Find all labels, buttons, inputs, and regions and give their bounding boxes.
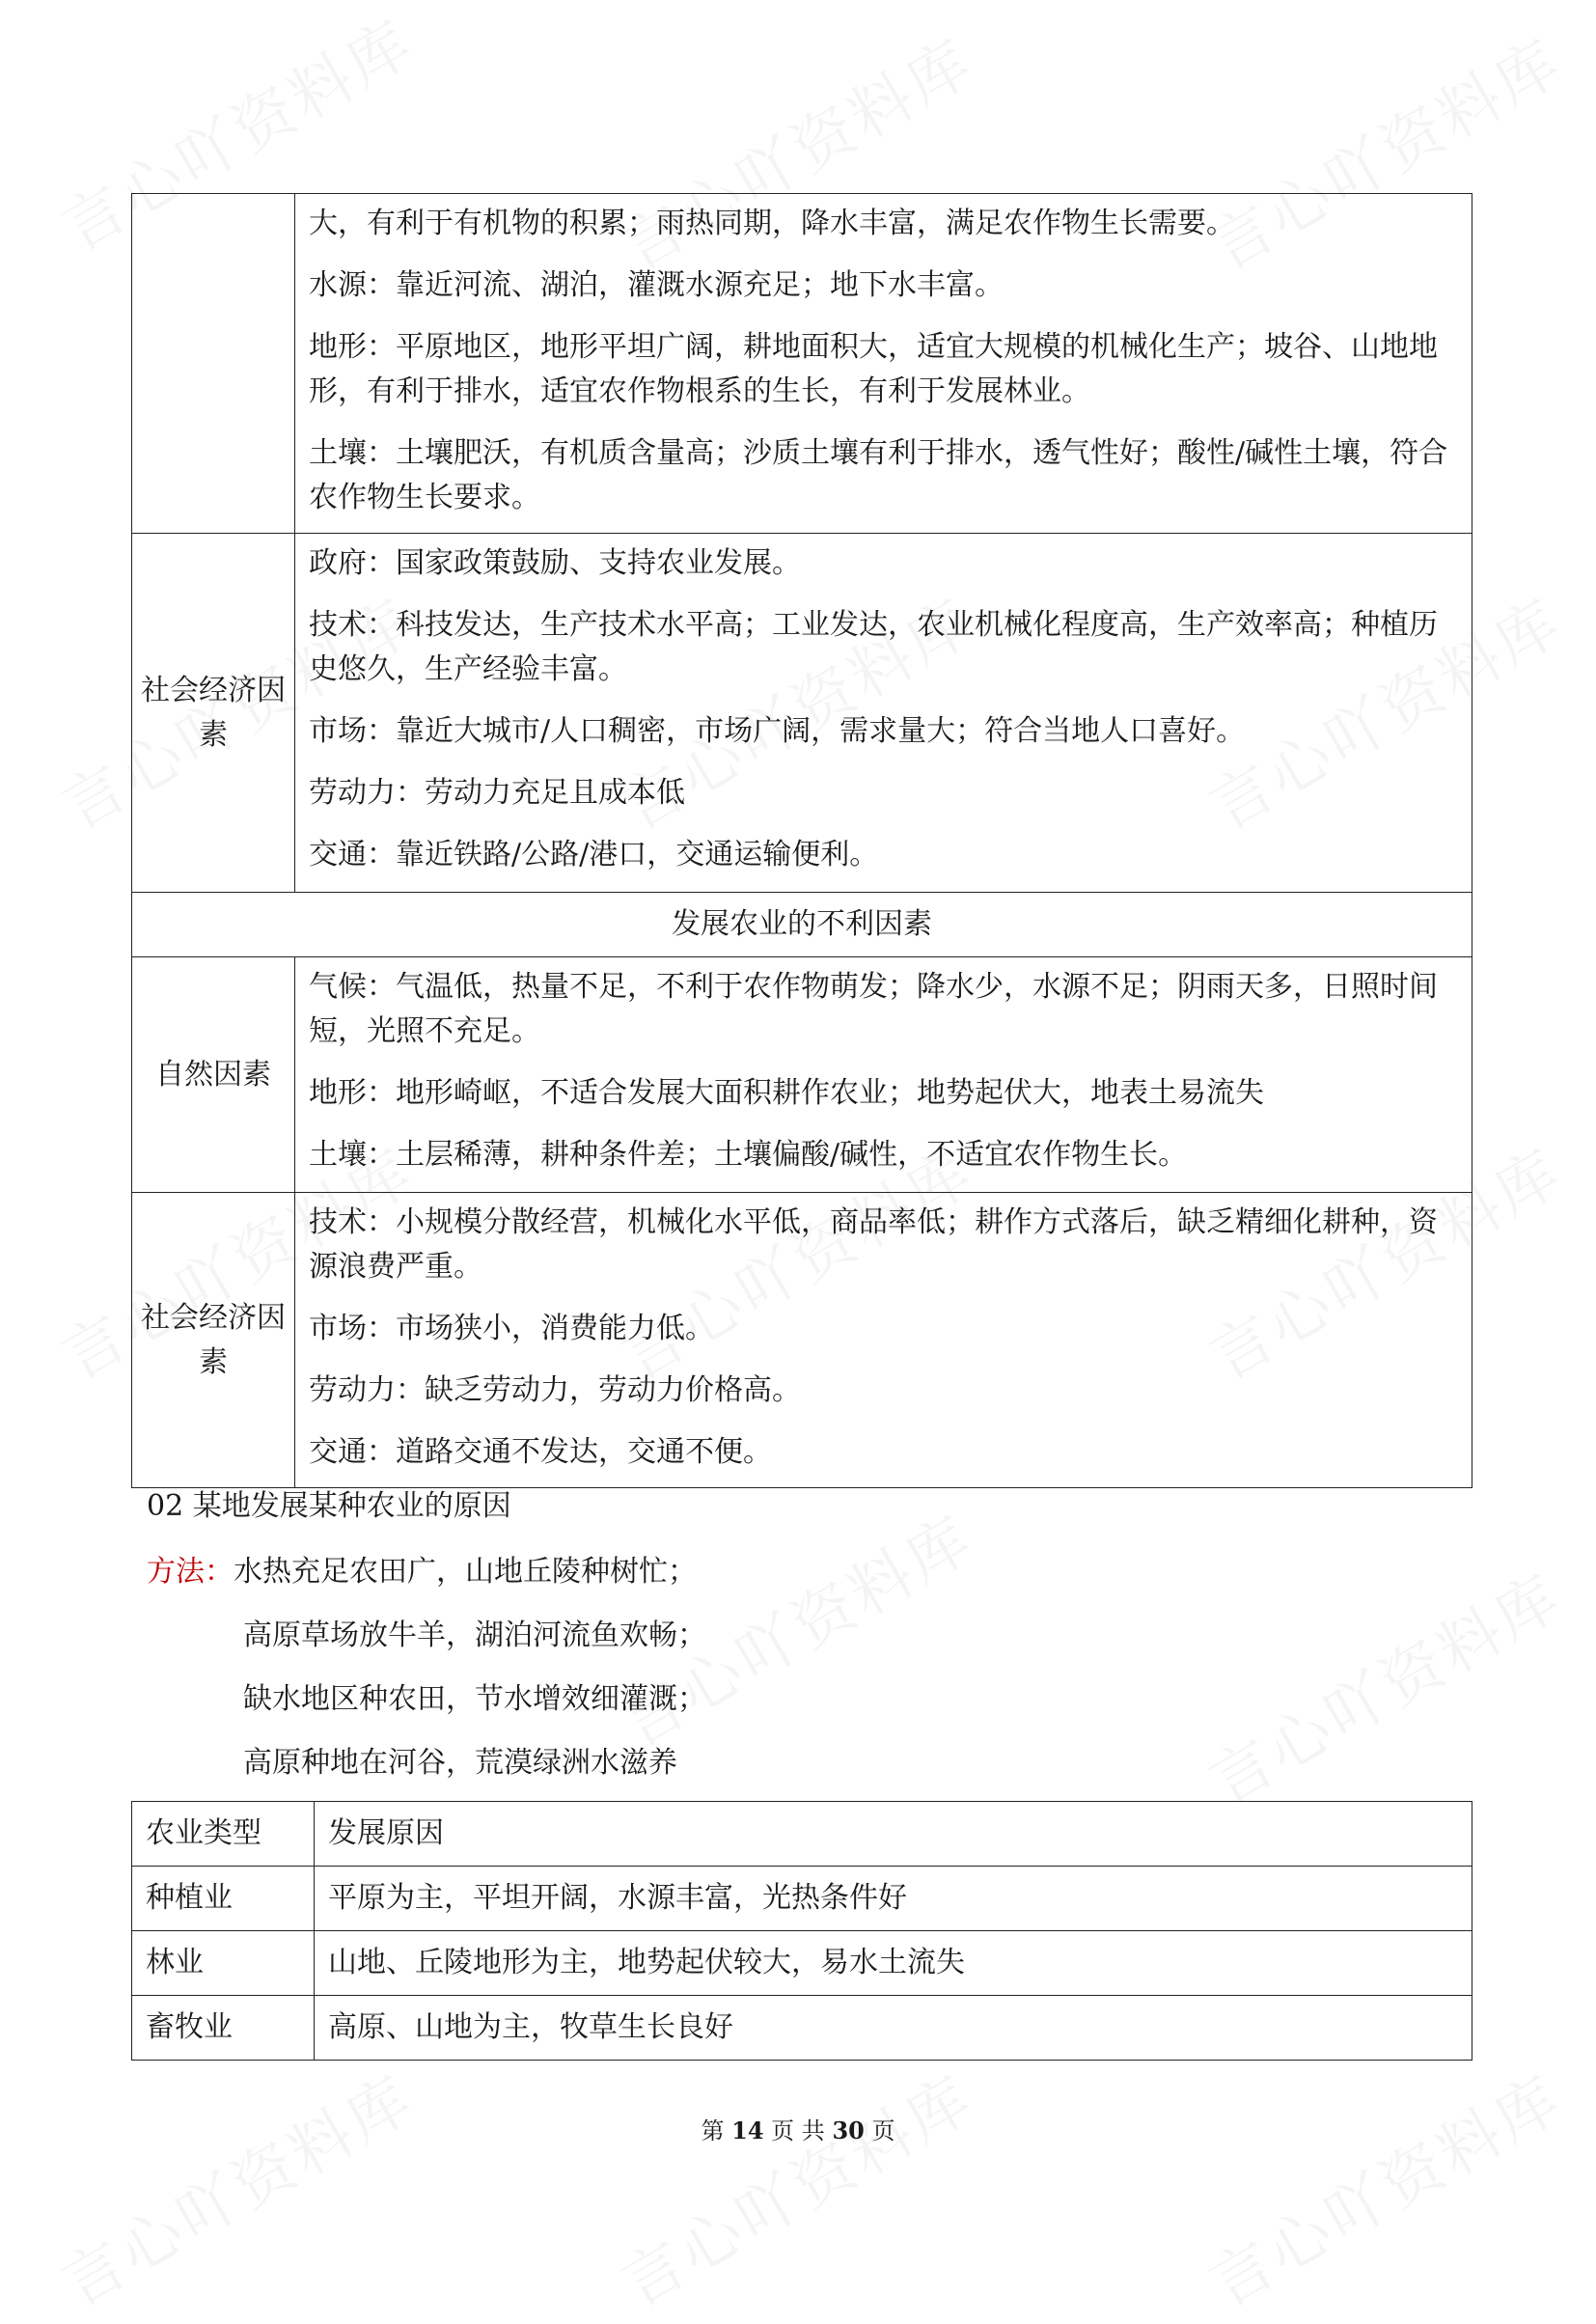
table-cell: 种植业 (132, 1867, 315, 1931)
method-line: 高原种地在河谷，荒漠绿洲水滋养 (243, 1746, 677, 1780)
content-line: 水源：靠近河流、湖泊，灌溉水源充足；地下水丰富。 (309, 268, 1004, 302)
content-line: 劳动力：缺乏劳动力，劳动力价格高。 (309, 1373, 801, 1407)
section-title: 发展农业的不利因素 (132, 893, 1472, 957)
method-line: 缺水地区种农田，节水增效细灌溉； (243, 1682, 706, 1716)
row-key: 社会经济因素 (132, 534, 295, 893)
page-footer (0, 2112, 1596, 2145)
content-line: 政府：国家政策鼓励、支持农业发展。 (309, 546, 801, 580)
page-total: 30 (832, 2116, 865, 2144)
row-content (295, 1193, 1472, 1488)
footer-mid: 页 共 (771, 2117, 825, 2144)
row-content (295, 194, 1472, 534)
content-line: 地形：平原地区，地形平坦广阔，耕地面积大，适宜大规模的机械化生产；坡谷、山地地形，有利于排水，适宜农作物根系的生长，有利于发展林业。 (309, 330, 1438, 408)
table-header-row (132, 1802, 1472, 1867)
watermark (42, 2050, 427, 2324)
footer-suffix: 页 (871, 2117, 895, 2144)
content-line: 市场：靠近大城市/人口稠密，市场广阔，需求量大；符合当地人口喜好。 (309, 714, 1246, 748)
method-label: 方法： (147, 1555, 234, 1589)
method-line (147, 1550, 697, 1594)
content-line: 市场：市场狭小，消费能力低。 (309, 1312, 714, 1345)
content-line: 交通：靠近铁路/公路/港口，交通运输便利。 (309, 838, 879, 872)
section-heading: 02 某地发展某种农业的原因 (147, 1489, 511, 1523)
table-row (132, 893, 1472, 957)
header-cell: 农业类型 (132, 1802, 315, 1867)
row-key (132, 194, 295, 534)
table-cell: 高原、山地为主，牧草生长良好 (315, 1996, 1472, 2061)
table-row (132, 1867, 1472, 1931)
factors-table (131, 193, 1472, 1488)
table-row (132, 1193, 1472, 1488)
table-row (132, 1996, 1472, 2061)
table-cell: 山地、丘陵地形为主，地势起伏较大，易水土流失 (315, 1931, 1472, 1996)
table-row (132, 194, 1472, 534)
method-line: 高原草场放牛羊，湖泊河流鱼欢畅； (243, 1618, 706, 1652)
content-line: 劳动力：劳动力充足且成本低 (309, 776, 685, 810)
row-content (295, 534, 1472, 893)
table-cell: 平原为主，平坦开阔，水源丰富，光热条件好 (315, 1867, 1472, 1931)
watermark (1191, 2050, 1576, 2324)
content-line: 地形：地形崎岖，不适合发展大面积耕作农业；地势起伏大，地表土易流失 (309, 1076, 1264, 1110)
row-key: 社会经济因素 (132, 1193, 295, 1488)
row-key: 自然因素 (132, 957, 295, 1193)
content-line: 气候：气温低，热量不足，不利于农作物萌发；降水少，水源不足；阴雨天多，日照时间短，光照不充足。 (309, 970, 1438, 1048)
footer-prefix: 第 (701, 2117, 725, 2144)
content-line: 土壤：土层稀薄，耕种条件差；土壤偏酸/碱性，不适宜农作物生长。 (309, 1138, 1188, 1172)
watermark (1191, 1548, 1576, 1822)
header-cell: 发展原因 (315, 1802, 1472, 1867)
content-line: 技术：小规模分散经营，机械化水平低，商品率低；耕作方式落后，缺乏精细化耕种，资源浪费严重。 (309, 1205, 1438, 1284)
agriculture-type-table (131, 1801, 1472, 2061)
page-number: 14 (731, 2116, 764, 2144)
content-line: 大，有利于有机物的积累；雨热同期，降水丰富，满足农作物生长需要。 (309, 207, 1235, 240)
table-row (132, 1931, 1472, 1996)
watermark (602, 2050, 987, 2324)
row-content (295, 957, 1472, 1193)
table-cell: 畜牧业 (132, 1996, 315, 2061)
content-line: 技术：科技发达，生产技术水平高；工业发达，农业机械化程度高，生产效率高；种植历史悠久，生产经验丰富。 (309, 608, 1438, 686)
content-line: 交通：道路交通不发达，交通不便。 (309, 1435, 772, 1469)
table-row (132, 957, 1472, 1193)
method-text: 水热充足农田广，山地丘陵种树忙； (234, 1555, 697, 1589)
table-cell: 林业 (132, 1931, 315, 1996)
content-line: 土壤：土壤肥沃，有机质含量高；沙质土壤有利于排水，透气性好；酸性/碱性土壤，符合农作物生长要求。 (309, 436, 1448, 514)
table-row (132, 534, 1472, 893)
